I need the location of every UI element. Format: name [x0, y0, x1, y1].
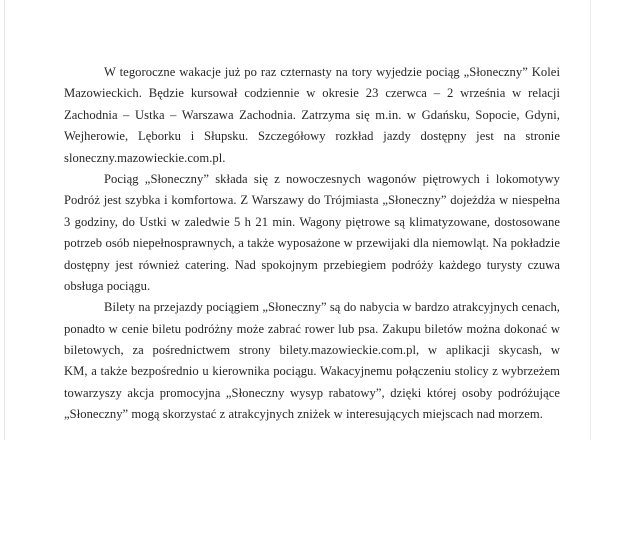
text-line: Zachodnia – Ustka – Warszawa Zachodnia. Zatrzyma się m.in. w Gdańsku, Sopocie, Gdyni,: [64, 107, 560, 122]
scan-edge-left: [4, 0, 5, 440]
text-line: Pociąg „Słoneczny” składa się z nowoczesnych wagonów piętrowych i lokomotywy: [104, 171, 560, 186]
text-line: 3 godziny, do Ustki w zaledwie 5 h 21 min. Wagony piętrowe są klimatyzowane, dostosowane: [64, 214, 560, 229]
text-line: sloneczny.mazowieckie.com.pl.: [64, 150, 226, 165]
scan-edge-right: [590, 0, 591, 440]
text-line: obsługa pociągu.: [64, 278, 151, 293]
article-body: [64, 62, 560, 426]
text-line: Podróż jest szybka i komfortowa. Z Warszawy do Trójmiasta „Słoneczny” dojeżdża w niespełna: [64, 193, 560, 208]
text-line: Wejherowie, Lęborku i Słupsku. Szczegółowy rozkład jazdy dostępny jest na stronie: [64, 129, 560, 144]
text-line: KM, a także bezpośrednio u kierownika pociągu. Wakacyjnemu połączeniu stolicy z wybrzeżem: [64, 364, 560, 379]
paragraph-2: [64, 169, 560, 297]
text-line: towarzyszy akcja promocyjna „Słoneczny wysyp rabatowy”, dzięki której osoby podróżujące: [64, 385, 560, 400]
text-line: ponadto w cenie biletu podróżny może zabrać rower lub psa. Zakupu biletów można dokonać w: [64, 321, 560, 336]
paragraph-3: [64, 297, 560, 425]
text-line: „Słoneczny” mogą skorzystać z atrakcyjnych zniżek w interesujących miejscach nad morzem.: [64, 407, 543, 422]
text-line: W tegoroczne wakacje już po raz czternasty na tory wyjedzie pociąg „Słoneczny” Kolei: [104, 65, 560, 79]
paragraph-1: [64, 62, 560, 169]
text-line: dostępny jest również catering. Nad spokojnym przebiegiem podróży każdego turysty czuwa: [64, 257, 560, 272]
text-line: biletowych, za pośrednictwem strony bilety.mazowieckie.com.pl, w aplikacji skycash, w: [64, 343, 560, 358]
text-line: potrzeb osób niepełnosprawnych, a także wyposażone w przewijaki dla niemowląt. Na pokładzie: [64, 236, 560, 251]
text-line: Mazowieckich. Będzie kursował codziennie w okresie 23 czerwca – 2 września w relacji: [64, 86, 560, 101]
text-line: Bilety na przejazdy pociągiem „Słoneczny” są do nabycia w bardzo atrakcyjnych cenach,: [104, 300, 560, 315]
